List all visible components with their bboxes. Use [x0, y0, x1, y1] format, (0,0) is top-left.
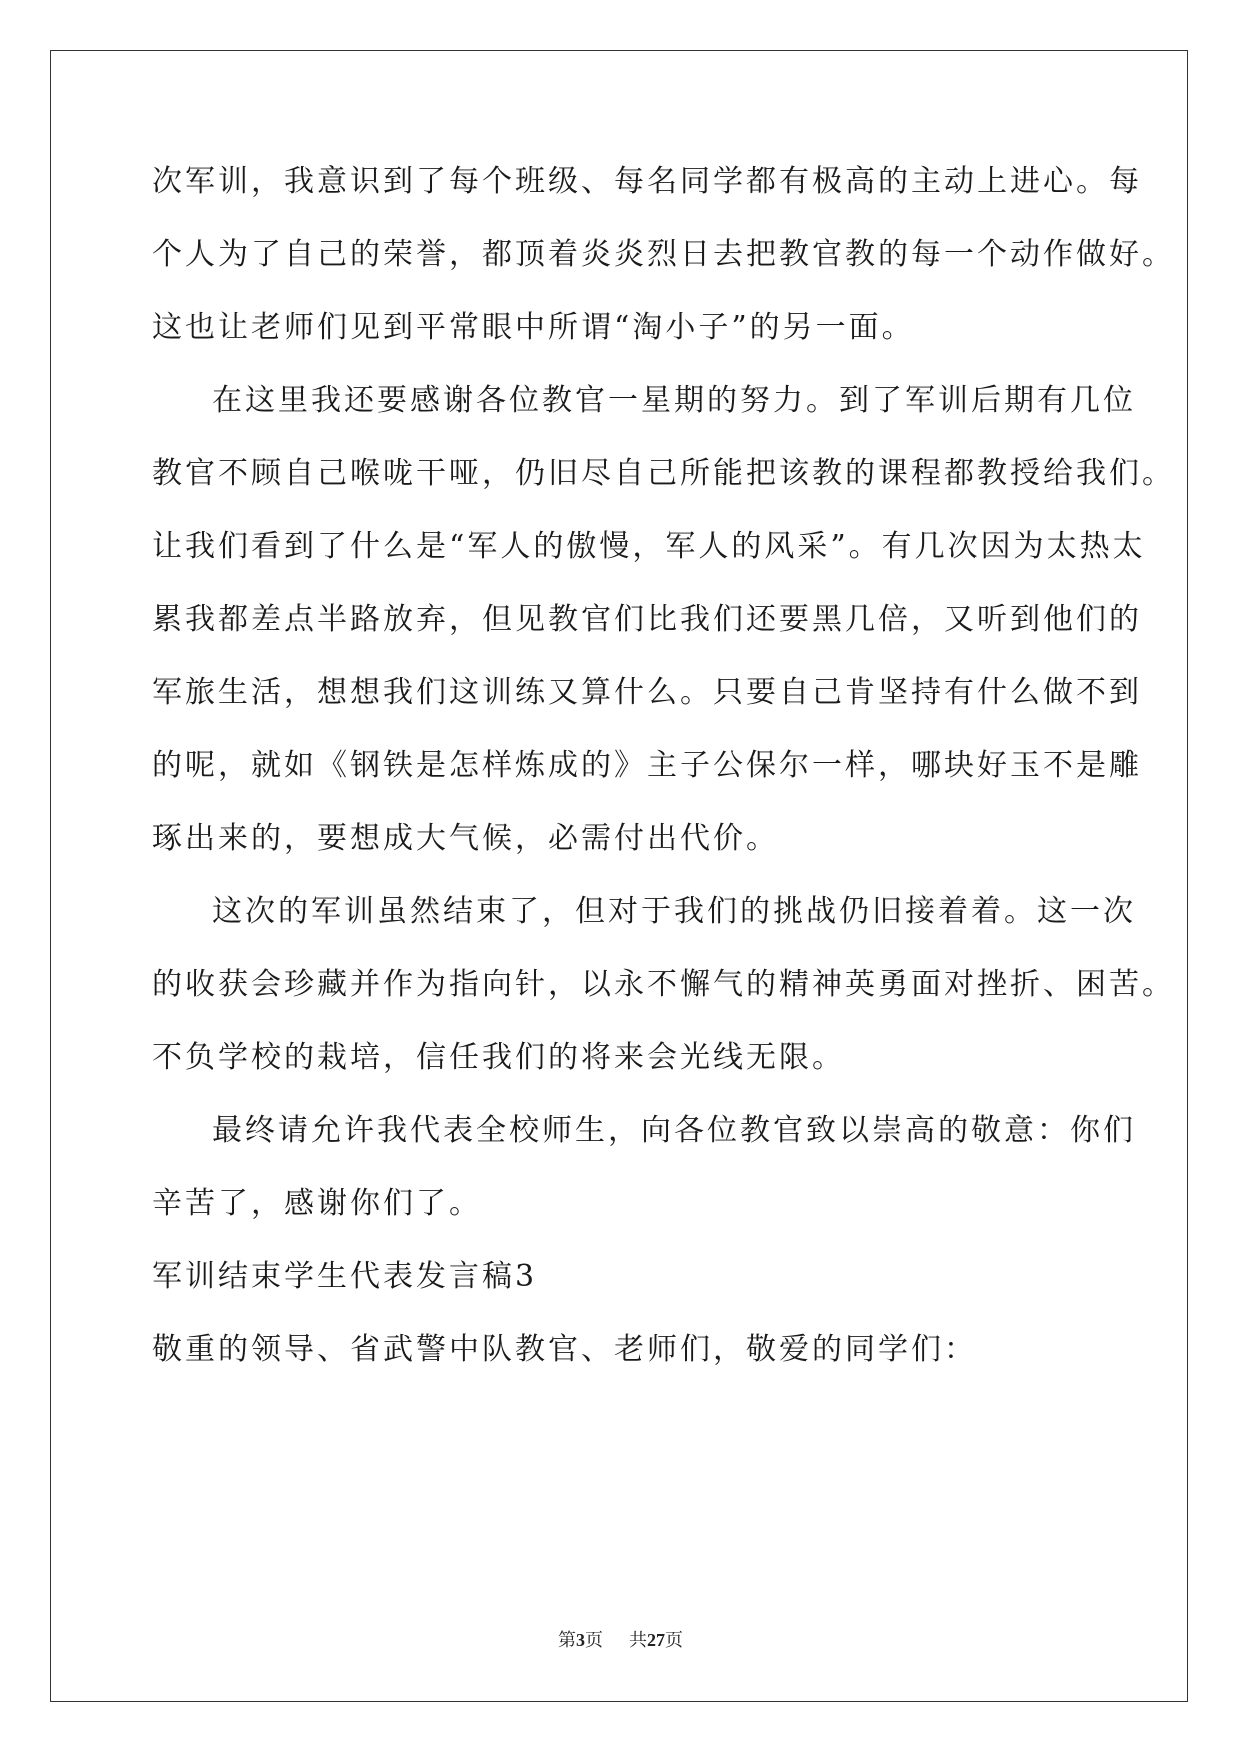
text-line: 教官不顾自己喉咙干哑，仍旧尽自己所能把该教的课程都教授给我们。: [152, 456, 1175, 491]
text-line: 辛苦了，感谢你们了。: [152, 1186, 482, 1221]
page-suffix: 页: [585, 1630, 603, 1651]
section-heading: 军训结束学生代表发言稿3: [152, 1259, 538, 1294]
paragraph-start-line: 在这里我还要感谢各位教官一星期的努力。到了军训后期有几位: [212, 383, 1136, 418]
text-line: 这也让老师们见到平常眼中所谓“淘小子”的另一面。: [152, 310, 915, 345]
text-line: 不负学校的栽培，信任我们的将来会光线无限。: [152, 1040, 845, 1075]
text-line: 的收获会珍藏并作为指向针，以永不懈气的精神英勇面对挫折、困苦。: [152, 967, 1175, 1002]
text-line: 让我们看到了什么是“军人的傲慢，军人的风采”。有几次因为太热太: [152, 529, 1146, 564]
text-line: 次军训，我意识到了每个班级、每名同学都有极高的主动上进心。每: [152, 164, 1142, 199]
paragraph-start-line: 最终请允许我代表全校师生，向各位教官致以崇高的敬意：你们: [212, 1113, 1136, 1148]
page-footer: [0, 1628, 1241, 1653]
total-pages: 27: [647, 1630, 665, 1650]
page-border: [50, 50, 1188, 1702]
text-line: 的呢，就如《钢铁是怎样炼成的》主子公保尔一样，哪块好玉不是雕: [152, 748, 1142, 783]
page-prefix: 第: [558, 1630, 576, 1651]
text-line: 个人为了自己的荣誉，都顶着炎炎烈日去把教官教的每一个动作做好。: [152, 237, 1175, 272]
total-prefix: 共: [629, 1630, 647, 1651]
text-line: 琢出来的，要想成大气候，必需付出代价。: [152, 821, 779, 856]
text-line: 累我都差点半路放弃，但见教官们比我们还要黑几倍，又听到他们的: [152, 602, 1142, 637]
text-line: 军旅生活，想想我们这训练又算什么。只要自己肯坚持有什么做不到: [152, 675, 1142, 710]
total-suffix: 页: [665, 1630, 683, 1651]
paragraph-start-line: 这次的军训虽然结束了，但对于我们的挑战仍旧接着着。这一次: [212, 894, 1136, 929]
salutation-line: 敬重的领导、省武警中队教官、老师们，敬爱的同学们：: [152, 1332, 977, 1367]
page-number: 3: [576, 1630, 585, 1650]
